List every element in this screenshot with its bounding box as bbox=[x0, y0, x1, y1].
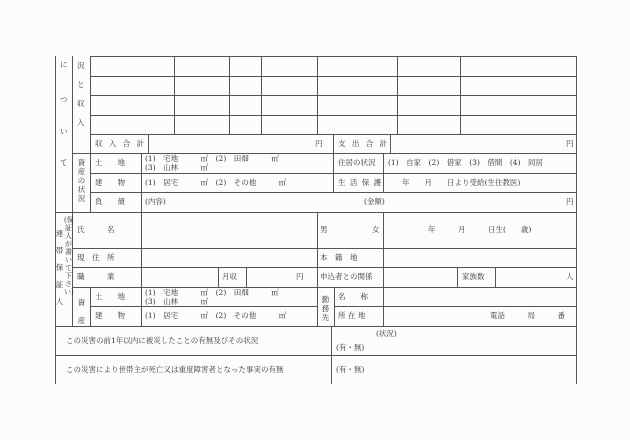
occupation-label: 職 業 bbox=[77, 272, 115, 281]
address-label: 現 住 所 bbox=[77, 253, 115, 262]
question-1-status: (状況) bbox=[376, 329, 397, 338]
name-label: 氏 名 bbox=[77, 225, 115, 234]
grid-line bbox=[333, 134, 334, 192]
grid-line bbox=[141, 153, 142, 212]
g-building-label: 建 物 bbox=[95, 311, 125, 320]
inner-label-char: と bbox=[77, 80, 85, 89]
monthly-income-label: 月収 bbox=[222, 272, 237, 281]
grid-line bbox=[174, 56, 175, 134]
residence-options: (1) 自家 (2) 借家 (3) 借間 (4) 同居 bbox=[388, 158, 543, 167]
land-label: 土 地 bbox=[95, 158, 125, 167]
family-count-unit: 人 bbox=[566, 272, 574, 281]
building-line: (1) 居宅 ㎡ (2) その他 ㎡ bbox=[145, 178, 287, 187]
land-line1: (1) 宅地 ㎡ (2) 田畑 ㎡ bbox=[145, 154, 279, 163]
debt-content: (内容) bbox=[145, 197, 166, 206]
guarantor-label: 連帯保証人 bbox=[55, 229, 64, 306]
grid-line bbox=[55, 355, 576, 356]
debt-amount: (金額) bbox=[364, 197, 385, 206]
grid-line bbox=[383, 212, 384, 326]
grid-line bbox=[317, 56, 318, 134]
gender-f: 女 bbox=[372, 225, 380, 234]
income-total-unit: 円 bbox=[315, 139, 323, 148]
land-line2: (3) 山林 ㎡ bbox=[145, 163, 209, 172]
grid-line bbox=[90, 76, 576, 77]
grid-line bbox=[495, 267, 496, 287]
grid-line bbox=[218, 267, 219, 287]
monthly-income-unit: 円 bbox=[296, 272, 304, 281]
grid-line bbox=[261, 56, 262, 134]
welfare-label: 生 活 保 護 bbox=[338, 178, 383, 187]
question-2: この災害により世帯主が死亡又は重度障害者となった事実の有無 bbox=[66, 365, 284, 374]
grid-line bbox=[457, 267, 458, 287]
family-count-label: 家族数 bbox=[462, 272, 485, 281]
birth-date: 年 月 日生( 歳) bbox=[428, 225, 532, 234]
grid-line bbox=[141, 212, 142, 326]
grid-line bbox=[55, 326, 576, 327]
welfare-value: 年 月 日より受給(生住教医) bbox=[402, 178, 521, 187]
border-right bbox=[576, 56, 577, 384]
inner-label-char: 入 bbox=[77, 118, 85, 127]
workplace-location-label: 所 在 地 bbox=[338, 311, 366, 320]
grid-line bbox=[90, 56, 91, 212]
outer-label-char: に bbox=[60, 60, 68, 69]
grid-line bbox=[229, 56, 230, 134]
question-2-answer: (有・無) bbox=[336, 365, 365, 374]
phone-label: 電話 局 番 bbox=[490, 311, 565, 320]
border-left bbox=[55, 56, 56, 384]
assets-label: 資産の状況 bbox=[77, 158, 86, 203]
grid-line bbox=[90, 306, 317, 307]
workplace-name-label: 名 称 bbox=[338, 292, 368, 301]
grid-line bbox=[72, 248, 576, 249]
grid-line bbox=[383, 153, 384, 192]
grid-line bbox=[55, 212, 576, 213]
grid-line bbox=[90, 95, 576, 96]
inner-label-char: 収 bbox=[77, 99, 85, 108]
grid-line bbox=[397, 56, 398, 134]
question-1: この災害の前1年以内に被災したことの有無及びその状況 bbox=[66, 336, 259, 345]
g-land-line2: (3) 山林 ㎡ bbox=[145, 297, 209, 306]
grid-line bbox=[72, 267, 576, 268]
building-label: 建 物 bbox=[95, 178, 125, 187]
residence-label: 住居の状況 bbox=[338, 158, 376, 167]
grid-line bbox=[246, 267, 247, 287]
debt-label: 負 債 bbox=[95, 197, 125, 206]
grid-line bbox=[390, 134, 391, 153]
relation-label: 申込者との関係 bbox=[320, 272, 373, 281]
debt-unit: 円 bbox=[566, 197, 574, 206]
expense-total-label: 支 出 合 計 bbox=[338, 139, 390, 148]
grid-line bbox=[90, 173, 576, 174]
grid-line bbox=[90, 192, 576, 193]
grid-line bbox=[331, 326, 332, 384]
question-1-answer: (有・無) bbox=[336, 343, 365, 352]
guarantor-sublabel: (保証人が書いて下さい) bbox=[64, 216, 74, 296]
income-total-label: 収 入 合 計 bbox=[95, 139, 147, 148]
grid-line bbox=[90, 287, 91, 326]
g-land-label: 土 地 bbox=[95, 292, 125, 301]
grid-line bbox=[460, 56, 461, 134]
inner-label-char: 況 bbox=[77, 61, 85, 70]
grid-line bbox=[90, 115, 576, 116]
outer-label-char: い bbox=[60, 127, 68, 136]
expense-total-unit: 円 bbox=[566, 139, 574, 148]
domicile-label: 本 籍 地 bbox=[320, 253, 358, 262]
guarantor-assets-label: 資産 bbox=[77, 298, 86, 325]
g-land-line1: (1) 宅地 ㎡ (2) 田畑 ㎡ bbox=[145, 288, 279, 297]
grid-line bbox=[334, 287, 335, 326]
outer-label-char: つ bbox=[60, 95, 68, 104]
grid-line bbox=[317, 212, 318, 326]
workplace-label: 勤務先 bbox=[321, 295, 330, 322]
g-building-line: (1) 居宅 ㎡ (2) その他 ㎡ bbox=[145, 311, 287, 320]
gender-m: 男 bbox=[320, 225, 328, 234]
grid-line bbox=[148, 134, 149, 153]
grid-line bbox=[334, 306, 576, 307]
outer-label-char: て bbox=[60, 158, 68, 167]
grid-line bbox=[90, 56, 576, 57]
